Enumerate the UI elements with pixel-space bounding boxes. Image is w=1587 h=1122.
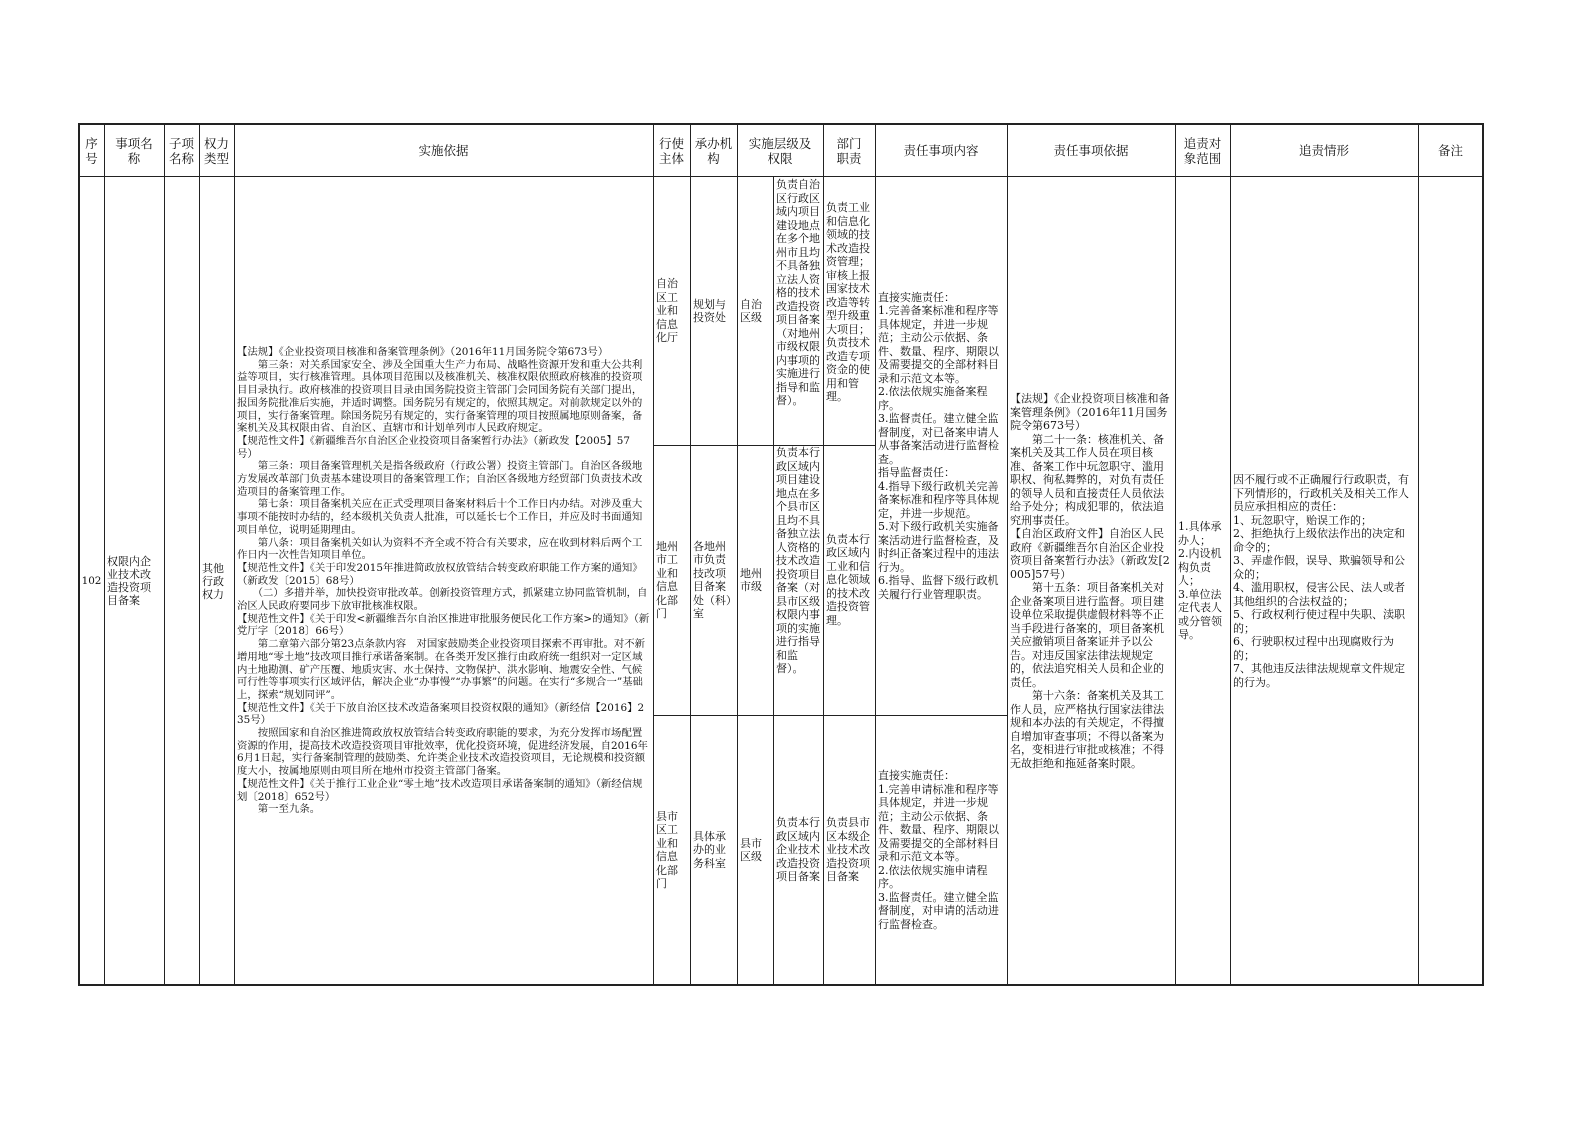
table-border-right	[1482, 123, 1484, 985]
header-sub-item: 子项名称	[168, 135, 194, 166]
level-3-subject: 县市区工业和信息化部门	[656, 809, 678, 890]
resp-content-upper: 直接实施责任： 1.完善备案标准和程序等具体规定，并进一步规范；主动公示依据、条件、数量、程序、期限以及需要提交的全部材料目录和示范文本等。 2.依法依规实施备案程序。 3.监督责任。建立健全监督制度，对已备案申请人从事备案活动进行监督检查。 指导监督责任： 4.指导下级行政机关完善备案标准和程序等具体规定，并进一步规范。 5.对下级行政机关实施备案活动进行监督检查，及时纠正备案过程中的违法行为。 6.指导、监督下级行政机关履行行业管理职责。	[878, 290, 999, 601]
col-divider-8	[823, 123, 824, 985]
col-divider-3	[199, 123, 200, 985]
header-duty: 部门职责	[836, 135, 862, 166]
row-item-name: 权限内企业技术改造投资项目备案	[107, 555, 151, 607]
duty-middle: 负责本行政区域内工业和信息化领域的技术改造投资管理。	[826, 532, 870, 627]
header-item-name: 事项名称	[115, 135, 153, 166]
level-1-subject: 自治区工业和信息化厅	[656, 277, 678, 345]
col-divider-7	[737, 123, 738, 985]
row-power-type: 其他行政权力	[202, 561, 224, 601]
col-divider-2	[164, 123, 165, 985]
level-2-scope: 负责本行政区域内项目建设地点在多个县市区且均不具备独立法人资格的技术改造投资项目备案（对县市区级权限内事项的实施进行指导和监督）。	[776, 446, 820, 675]
level-divider-2	[653, 715, 1007, 716]
level-1-level: 自治区级	[740, 297, 762, 324]
row-basis: 【法规】《企业投资项目核准和备案管理条例》（2016年11月国务院令第673号） 第三条：对关系国家安全、涉及全国重大生产力布局、战略性资源开发和重大公共利益等项目，实行核准管理。具体项目范围以及核准机关、核准权限依照政府核准的投资项目目录执行。政府核准的投资项目目录由国务院投资主管部门会同国务院有关部门提出，报国务院批准后实施，并适时调整。国务院另有规定的，依照其规定。对前款规定以外的项目，实行备案管理。除国务院另有规定的，实行备案管理的项目按照属地原则备案，备案机关及其权限由省、自治区、直辖市和计划单列市人民政府规定。 【规范性文件】《新疆维吾尔自治区企业投资项目备案暂行办法》（新政发【2005】57号） 第三条：项目备案管理机关是指各级政府（行政公署）投资主管部门。自治区各级地方发展改革部门负责基本建设项目的备案管理工作；自治区各级地方经贸部门负责技术改造项目的备案管理工作。 第七条：项目备案机关应在正式受理项目备案材料后十个工作日内办结。对涉及重大事项不能按时办结的，经本级机关负责人批准，可以延长七个工作日，并应及时书面通知项目单位，说明延期理由。 第八条：项目备案机关如认为资料不齐全或不符合有关要求，应在收到材料后两个工作日内一次性告知项目单位。 【规范性文件】《关于印发2015年推进简政放权放管结合转变政府职能工作方案的通知》（新政发〔2015〕68号） （二）多措并举，加快投资审批改革。创新投资管理方式，抓紧建立协同监管机制，自治区人民政府要同步下放审批核准权限。 【规范性文件】《关于印发<新疆维吾尔自治区推进审批服务便民化工作方案>的通知》（新党厅字〔2018〕66号） 第二章第六部分第23点条款内容 对国家鼓励类企业投资项目探索不再审批。对不新增用地“零土地”技改项目推行承诺备案制。在各类开发区推行由政府统一组织对一定区域内土地勘测、矿产压覆、地质灾害、水土保持、文物保护、洪水影响、地震安全性、气候可行性等事项实行区域评估，解决企业“办事慢”“办事繁”的问题。在实行“多规合一”基础上，探索“规划同评”。 【规范性文件】《关于下放自治区技术改造备案项目投资权限的通知》（新经信【2016】235号） 按照国家和自治区推进简政放权放管结合转变政府职能的要求，为充分发挥市场配置资源的作用，提高技术改造投资项目审批效率，优化投资环境，促进经济发展，自2016年6月1日起，实行备案制管理的鼓励类、允许类企业技术改造投资项目，无论规模和投资额度大小，按属地原则由项目所在地州市投资主管部门备案。 【规范性文件】《关于推行工业企业“零土地”技术改造项目承诺备案制的通知》（新经信规划〔2018〕652号） 第一至九条。	[237, 345, 650, 816]
header-basis: 实施依据	[418, 143, 469, 158]
col-divider-6	[690, 123, 691, 985]
level-2-agency: 各地州市负责技改项目备案处（科）室	[693, 539, 732, 620]
header-divider	[78, 176, 1484, 177]
col-divider-1	[104, 123, 105, 985]
row-seq: 102	[81, 574, 102, 587]
header-agency: 承办机构	[694, 135, 733, 166]
level-3-scope: 负责本行政区域内企业技术改造投资项目备案	[776, 816, 820, 884]
level-2-level: 地州市级	[740, 566, 762, 593]
duty-upper: 负责工业和信息化领域的技术改造投资管理；审核上报国家技术改造等转型升级重大项目；负责技术改造专项资金的使用和管理。	[826, 201, 870, 403]
col-divider-5	[653, 123, 654, 985]
header-subject: 行使主体	[658, 135, 684, 166]
table-border-left	[78, 123, 80, 985]
col-divider-9	[875, 123, 876, 985]
header-resp-content: 责任事项内容	[903, 143, 979, 158]
level-1-agency: 规划与投资处	[693, 297, 726, 324]
header-level: 实施层级及权限	[748, 135, 812, 166]
col-divider-12	[1230, 123, 1231, 985]
col-divider-10	[1007, 123, 1008, 985]
account-scope: 1.具体承办人； 2.内设机构负责人； 3.单位法定代表人或分管领导。	[1178, 520, 1222, 642]
header-power-type: 权力类型	[203, 135, 229, 166]
level-1-scope: 负责自治区行政区域内项目建设地点在多个地州市且均不具备独立法人资格的技术改造投资项目备案（对地州市级权限内事项的实施进行指导和监督）。	[776, 178, 820, 407]
row-sub-item	[164, 177, 199, 985]
header-seq: 序号	[85, 135, 98, 166]
col-divider-13	[1418, 123, 1419, 985]
resp-content-lower: 直接实施责任： 1.完善申请标准和程序等具体规定，并进一步规范；主动公示依据、条件、数量、程序、期限以及需要提交的全部材料目录和示范文本等。 2.依法依规实施申请程序。 3.监督责任。建立健全监督制度，对申请的活动进行监督检查。	[878, 769, 999, 931]
col-divider-4	[234, 123, 235, 985]
level-3-level: 县市区级	[740, 836, 762, 863]
col-divider-7b	[773, 177, 774, 985]
remarks	[1418, 177, 1483, 985]
level-3-agency: 具体承办的业务科室	[693, 829, 726, 870]
table-border-top	[78, 123, 1484, 125]
table-border-bottom	[78, 984, 1484, 986]
level-divider-1	[653, 445, 875, 446]
header-resp-basis: 责任事项依据	[1053, 143, 1129, 158]
duty-lower: 负责县市区本级企业技术改造投资项目备案	[826, 816, 870, 884]
col-divider-11	[1175, 123, 1176, 985]
header-account-cases: 追责情形	[1298, 143, 1349, 158]
resp-basis: 【法规】《企业投资项目核准和备案管理条例》（2016年11月国务院令第673号） 第二十一条：核准机关、备案机关及其工作人员在项目核准、备案工作中玩忽职守、滥用职权、徇私舞弊的，对负有责任的领导人员和直接责任人员依法给予处分；构成犯罪的，依法追究刑事责任。 【自治区政府文件】自治区人民政府《新疆维吾尔自治区企业投资项目备案暂行办法》（新政发[2005]57号） 第十五条：项目备案机关对企业备案项目进行监督。项目建设单位采取提供虚假材料等不正当手段进行备案的，项目备案机关应撤销项目备案证并予以公告。对违反国家法律法规规定的，依法追究相关人员和企业的责任。 第十六条：备案机关及其工作人员，应严格执行国家法律法规和本办法的有关规定，不得擅自增加审查事项；不得以备案为名，变相进行审批或核准；不得无故拒绝和拖延备案时限。	[1010, 392, 1170, 770]
header-remarks: 备注	[1437, 143, 1463, 158]
account-cases: 因不履行或不正确履行行政职责，有下列情形的，行政机关及相关工作人员应承担相应的责任： 1、玩忽职守，贻误工作的； 2、拒绝执行上级依法作出的决定和命令的； 3、弄虚作假，误导、欺骗领导和公众的； 4、滥用职权，侵害公民、法人或者其他组织的合法权益的； 5、行政权利行使过程中失职、渎职的； 6、行驶职权过程中出现腐败行为的； 7、其他违反法律法规规章文件规定的行为。	[1233, 473, 1409, 689]
header-account-scope: 追责对象范围	[1183, 135, 1222, 166]
level-2-subject: 地州市工业和信息化部门	[656, 539, 678, 620]
